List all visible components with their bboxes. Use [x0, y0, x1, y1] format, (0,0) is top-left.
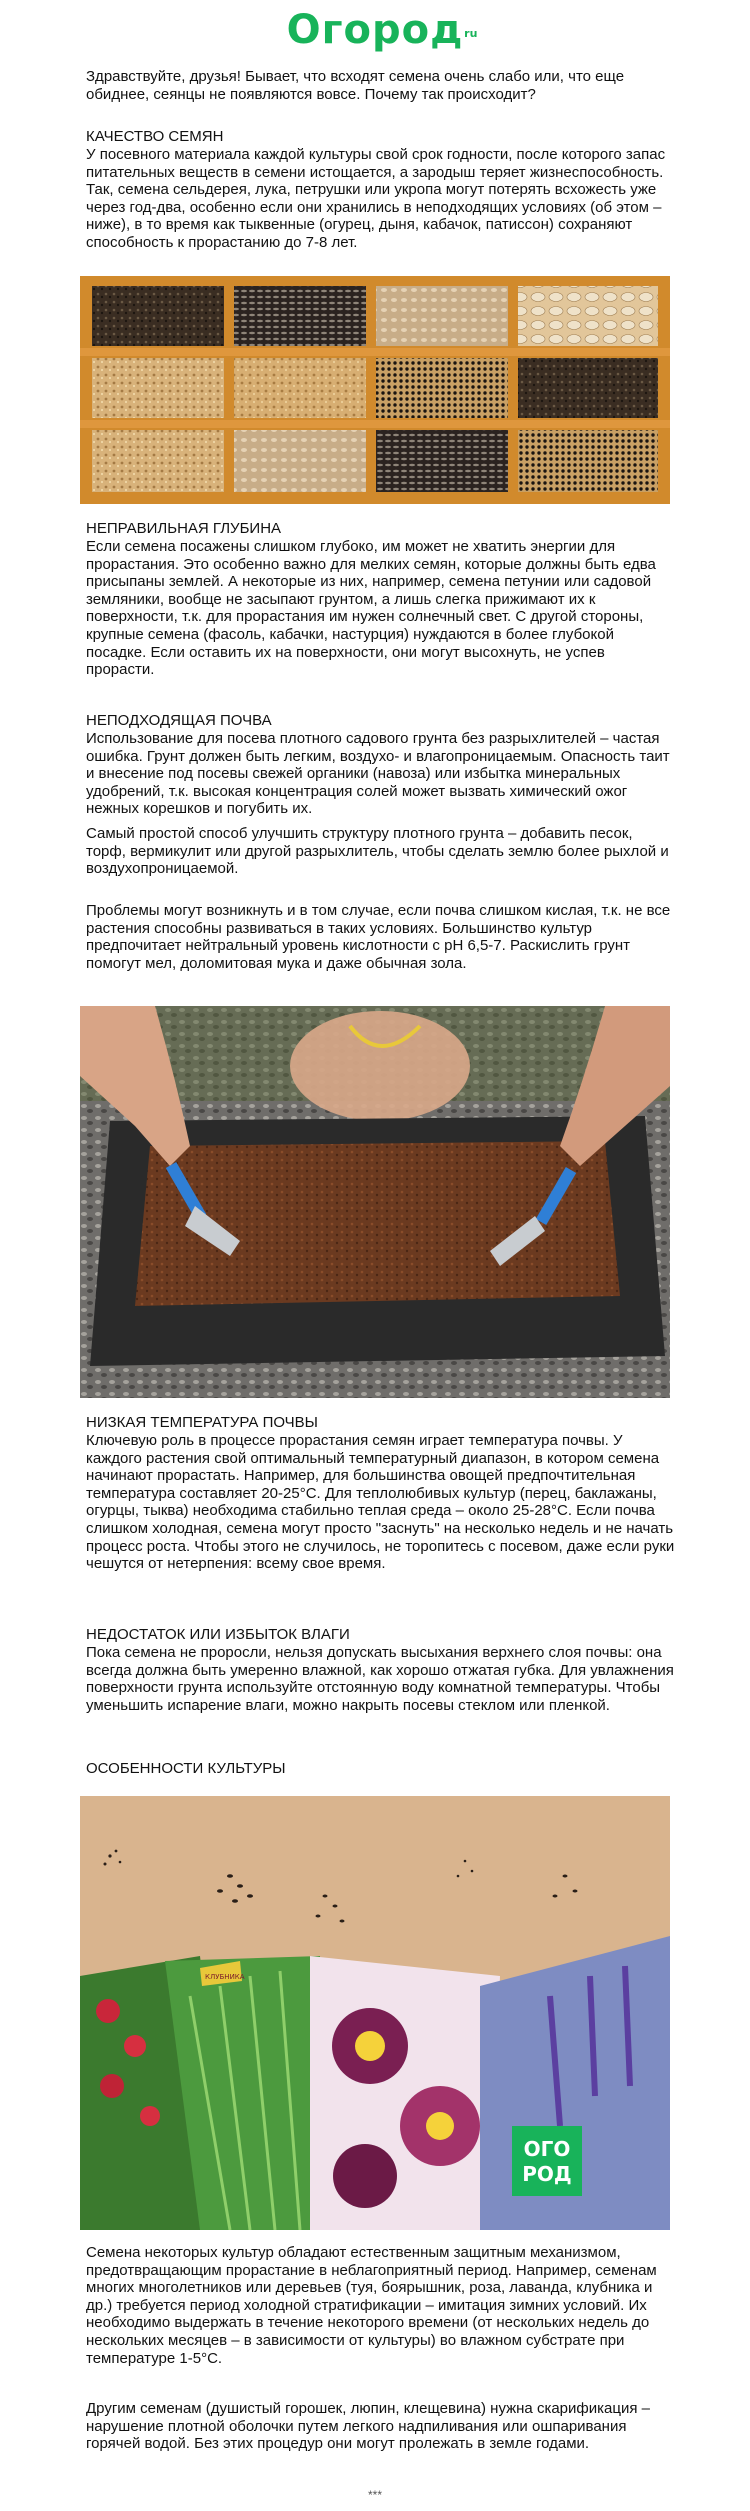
quality-paragraph: У посевного материала каждой культуры свой срок годности, после которого запас питательных веществ в семени истощается, а зародыш теряет жизнеспособность. Так, семена сельдерея, лука, петрушки или укропа могут потерять всхожесть уже через год-два, особенно если они хранились в неподходящих условиях (об этом – ниже), в то время как тыквенные (огурец, дыня, кабачок, патиссон) сохраняют способность к прорастанию до 7-8 лет.: [86, 146, 666, 251]
intro-paragraph: Здравствуйте, друзья! Бывает, что всходят семена очень слабо или, что еще обиднее, сеянцы не появляются вовсе. Почему так происходит?: [86, 68, 625, 103]
heading-seed-quality: КАЧЕСТВО СЕМЯН: [86, 128, 224, 145]
site-logo[interactable]: [286, 6, 478, 54]
culture-paragraph-1: Семена некоторых культур обладают естественным защитным механизмом, предотвращающим прорастание в неблагоприятный период. Например, семенам многих многолетников или деревьев (туя, боярышник, роза, лаванда, клубника и др.) требуется период холодной стратификации – имитация зимних условий. Их необходимо выдержать в течение некоторого времени (от нескольких недель до нескольких месяцев – в зависимости от культуры) во влажном субстрате при температуре 1-5°С.: [86, 2244, 657, 2367]
heading-unsuitable-soil: НЕПОДХОДЯЩАЯ ПОЧВА: [86, 712, 272, 729]
logo-domain: ru: [464, 27, 478, 40]
section-separator: ***: [367, 2488, 382, 2502]
heading-culture-specifics: ОСОБЕННОСТИ КУЛЬТУРЫ: [86, 1760, 286, 1777]
svg-text:РОД: РОД: [522, 2162, 572, 2186]
ogorod-badge: [512, 2126, 582, 2196]
packet-label: КЛУБНИКА: [205, 1973, 245, 1981]
moisture-paragraph: Пока семена не проросли, нельзя допускать высыхания верхнего слоя почвы: она всегда должна быть умеренно влажной, как хорошо отжатая губка. Для увлажнения поверхности грунта используйте отстоянную воду комнатной температуры. Чтобы уменьшить испарение влаги, можно накрыть посевы стеклом или пленкой.: [86, 1644, 674, 1714]
soil-paragraph-2: Самый простой способ улучшить структуру плотного грунта – добавить песок, торф, вермикулит или другой разрыхлитель, чтобы сделать землю более рыхлой и воздухопроницаемой.: [86, 825, 669, 878]
seed-packets-image: [80, 1796, 670, 2230]
svg-text:ОГО: ОГО: [523, 2137, 571, 2161]
logo-text: Огород: [286, 7, 464, 53]
heading-low-temperature: НИЗКАЯ ТЕМПЕРАТУРА ПОЧВЫ: [86, 1414, 318, 1431]
soil-paragraph-3: Проблемы могут возникнуть и в том случае, если почва слишком кислая, т.к. не все растения способны развиваться в таких условиях. Большинство культур предпочитает нейтральный уровень кислотности с рН 6,5-7. Раскислить грунт помогут мел, доломитовая мука и даже обычная зола.: [86, 902, 671, 972]
seed-box-image: [80, 276, 670, 504]
depth-paragraph: Если семена посажены слишком глубоко, им может не хватить энергии для прорастания. Это особенно важно для мелких семян, которые должны быть едва присыпаны землей. А некоторые из них, например, семена петунии или садовой земляники, вообще не засыпают грунтом, а лишь слегка прижимают их к поверхности, т.к. для прорастания им нужен солнечный свет. С другой стороны, крупные семена (фасоль, кабачки, настурция) нуждаются в более глубокой посадке. Если оставить их на поверхности, они могут высохнуть, не успев прорасти.: [86, 538, 656, 679]
temperature-paragraph: Ключевую роль в процессе прорастания семян играет температура почвы. У каждого растения свой оптимальный температурный диапазон, в котором семена начинают прорастать. Например, для большинства овощей предпочтительная температура составляет 20-25°С. Для теплолюбивых культур (перец, баклажаны, огурцы, тыква) необходима стабильно теплая среда – около 25-28°С. Если почва слишком холодная, семена могут просто "заснуть" на несколько недель и не начать процесс роста. Чтобы этого не случилось, не торопитесь с посевом, даже если руки чешутся от нетерпения: всему свое время.: [86, 1432, 675, 1573]
soil-tray-image: [80, 1006, 670, 1398]
header: [0, 6, 750, 56]
soil-paragraph-1: Использование для посева плотного садового грунта без разрыхлителей – частая ошибка. Грунт должен быть легким, воздухо- и влагопроницаемым. Опасность таит и внесение под посевы свежей органики (навоза) или избытка минеральных удобрений, т.к. высокая концентрация солей может вызвать химический ожог нежных корешков и погубить их.: [86, 730, 670, 818]
culture-paragraph-2: Другим семенам (душистый горошек, люпин, клещевина) нужна скарификация – нарушение плотной оболочки путем легкого надпиливания или ошпаривания горячей водой. Без этих процедур они могут пролежать в земле годами.: [86, 2400, 650, 2453]
heading-moisture: НЕДОСТАТОК ИЛИ ИЗБЫТОК ВЛАГИ: [86, 1626, 350, 1643]
heading-wrong-depth: НЕПРАВИЛЬНАЯ ГЛУБИНА: [86, 520, 282, 537]
